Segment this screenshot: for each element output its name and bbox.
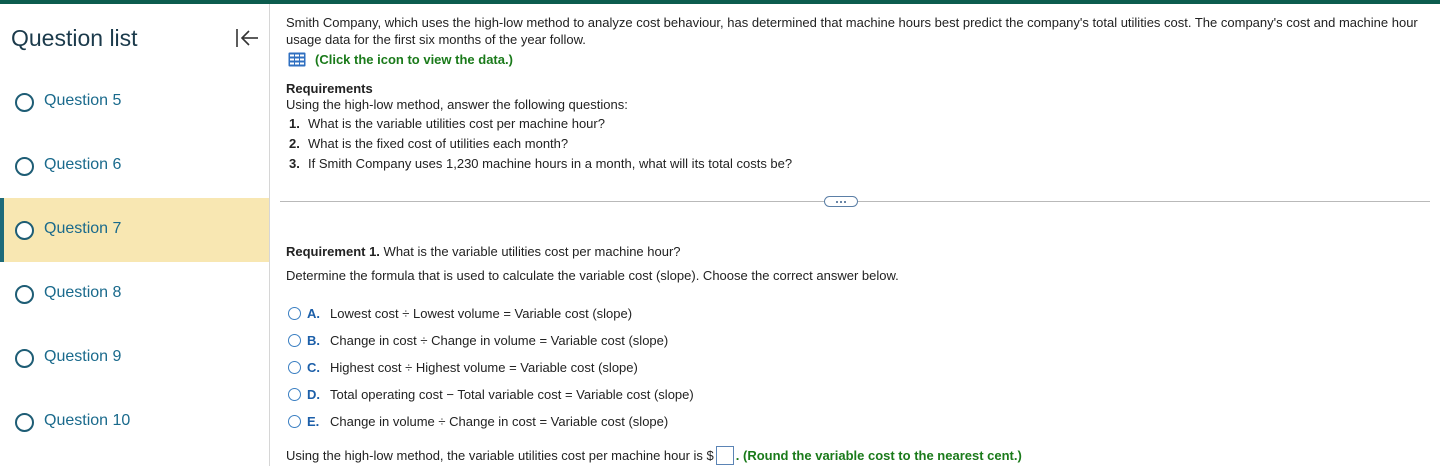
requirement-1-instruction: Determine the formula that is used to calculate the variable cost (slope). Choose the correct answer below. <box>286 268 899 283</box>
question-label: Question 8 <box>44 284 122 301</box>
question-label: Question 7 <box>44 220 122 237</box>
rounding-hint: . (Round the variable cost to the nearest cent.) <box>735 448 1022 463</box>
question-label: Question 10 <box>44 412 131 429</box>
view-data-text: (Click the icon to view the data.) <box>315 52 513 67</box>
sidebar-title: Question list <box>11 25 138 51</box>
question-status-radio <box>15 413 34 432</box>
option-e[interactable]: E. Change in volume ÷ Change in cost = Variable cost (slope) <box>288 408 694 435</box>
requirements-title: Requirements <box>286 81 373 96</box>
radio-button[interactable] <box>288 307 301 320</box>
requirement-1-heading: Requirement 1. What is the variable utilities cost per machine hour? <box>286 244 681 259</box>
question-content <box>286 0 1436 466</box>
radio-button[interactable] <box>288 415 301 428</box>
requirements-intro: Using the high-low method, answer the following questions: <box>286 97 628 112</box>
question-item-5[interactable] <box>0 70 269 134</box>
sidebar-header <box>0 4 269 70</box>
requirement-item: 2. What is the fixed cost of utilities each month? <box>289 136 569 151</box>
answer-options <box>288 300 694 435</box>
question-label: Question 5 <box>44 92 122 109</box>
radio-button[interactable] <box>288 361 301 374</box>
radio-button[interactable] <box>288 388 301 401</box>
question-intro: Smith Company, which uses the high-low method to analyze cost behaviour, has determined that machine hours best predict the company's total utilities cost. The company's cost and machine hour usage data for the first six months of the year follow. <box>286 15 1418 47</box>
question-item-6[interactable] <box>0 134 269 198</box>
question-status-radio <box>15 221 34 240</box>
answer-input[interactable] <box>716 446 734 465</box>
question-label: Question 9 <box>44 348 122 365</box>
question-status-radio <box>15 93 34 112</box>
question-status-radio <box>15 349 34 368</box>
collapse-sidebar-button[interactable] <box>233 26 261 50</box>
expand-more-button[interactable] <box>824 196 858 207</box>
requirement-item: 3. If Smith Company uses 1,230 machine hours in a month, what will its total costs be? <box>289 156 793 171</box>
answer-prefix: Using the high-low method, the variable utilities cost per machine hour is $ <box>286 448 714 463</box>
answer-line <box>286 446 1022 465</box>
question-list-sidebar <box>0 4 270 466</box>
question-item-7[interactable] <box>0 198 269 262</box>
question-label: Question 6 <box>44 156 122 173</box>
ellipsis-icon <box>836 201 838 203</box>
question-item-8[interactable] <box>0 262 269 326</box>
question-item-10[interactable] <box>0 390 269 454</box>
requirement-item: 1. What is the variable utilities cost per machine hour? <box>289 116 605 131</box>
data-table-icon <box>288 52 306 67</box>
question-status-radio <box>15 157 34 176</box>
requirements-list <box>289 115 792 175</box>
question-item-9[interactable] <box>0 326 269 390</box>
option-c[interactable]: C. Highest cost ÷ Highest volume = Variable cost (slope) <box>288 354 694 381</box>
radio-button[interactable] <box>288 334 301 347</box>
option-d[interactable]: D. Total operating cost − Total variable cost = Variable cost (slope) <box>288 381 694 408</box>
question-status-radio <box>15 285 34 304</box>
option-a[interactable]: A. Lowest cost ÷ Lowest volume = Variable cost (slope) <box>288 300 694 327</box>
option-b[interactable]: B. Change in cost ÷ Change in volume = Variable cost (slope) <box>288 327 694 354</box>
collapse-left-icon <box>233 26 261 50</box>
view-data-link[interactable] <box>288 51 513 68</box>
